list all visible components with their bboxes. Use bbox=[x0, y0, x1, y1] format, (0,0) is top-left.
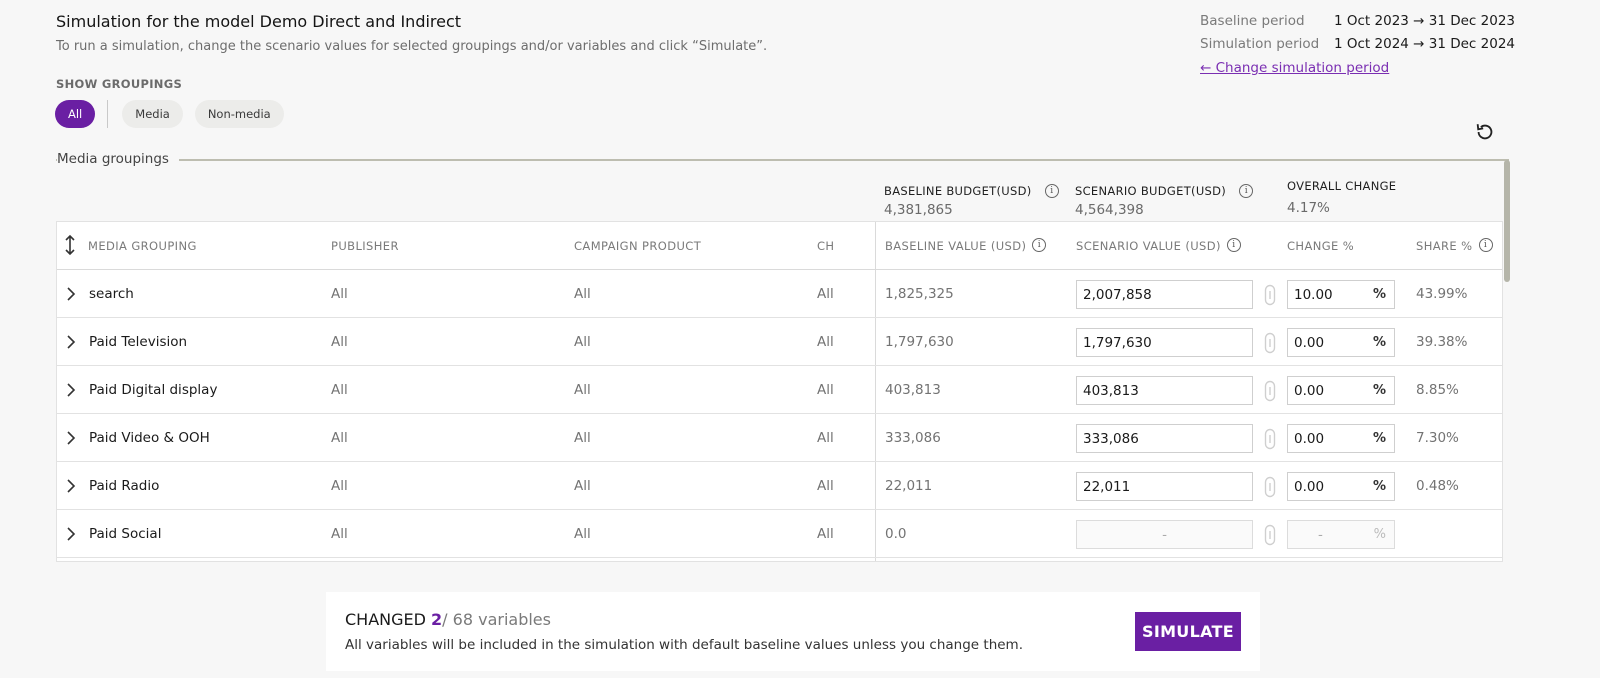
row-ch: All bbox=[817, 286, 834, 302]
footer-note: All variables will be included in the simulation with default baseline values unless you change them. bbox=[345, 637, 1023, 653]
table-header bbox=[57, 222, 1502, 270]
row-ch: All bbox=[817, 430, 834, 446]
change-pct-value: 0.00 bbox=[1294, 479, 1325, 495]
scenario-value-input: - bbox=[1076, 520, 1253, 549]
row-share-pct: 7.30% bbox=[1416, 430, 1459, 446]
table-row bbox=[57, 510, 1502, 558]
percent-symbol: % bbox=[1372, 479, 1386, 494]
link-icon[interactable] bbox=[1264, 284, 1276, 306]
row-campaign-product: All bbox=[574, 286, 591, 302]
change-pct-input[interactable] bbox=[1287, 376, 1395, 405]
section-divider bbox=[56, 159, 1509, 161]
baseline-budget-summary bbox=[884, 180, 1059, 199]
info-icon[interactable]: i bbox=[1032, 238, 1046, 252]
row-baseline-value: 403,813 bbox=[885, 382, 941, 398]
row-campaign-product: All bbox=[574, 478, 591, 494]
row-share-pct: 0.48% bbox=[1416, 478, 1459, 494]
info-icon[interactable]: i bbox=[1045, 184, 1059, 198]
scenario-budget-value: 4,564,398 bbox=[1075, 202, 1144, 218]
change-pct-value: 0.00 bbox=[1294, 383, 1325, 399]
row-baseline-value: 1,797,630 bbox=[885, 334, 954, 350]
row-media-grouping: search bbox=[89, 286, 134, 302]
change-pct-value: 0.00 bbox=[1294, 335, 1325, 351]
table-row bbox=[57, 318, 1502, 366]
table-row bbox=[57, 462, 1502, 510]
percent-symbol: % bbox=[1373, 527, 1386, 542]
changed-total: / 68 variables bbox=[442, 610, 551, 629]
overall-change-value: 4.17% bbox=[1287, 200, 1330, 216]
row-share-pct: 43.99% bbox=[1416, 286, 1468, 302]
row-baseline-value: 1,825,325 bbox=[885, 286, 954, 302]
changed-count: 2 bbox=[431, 610, 443, 629]
info-icon[interactable]: i bbox=[1227, 238, 1241, 252]
page-title: Simulation for the model Demo Direct and Indirect bbox=[56, 12, 462, 31]
chevron-right-icon[interactable] bbox=[63, 382, 79, 398]
header-share-pct bbox=[1416, 239, 1493, 253]
scenario-budget-label: SCENARIO BUDGET bbox=[1075, 184, 1192, 198]
row-publisher: All bbox=[331, 382, 348, 398]
scrollbar-thumb[interactable] bbox=[1504, 160, 1510, 282]
info-icon[interactable]: i bbox=[1479, 238, 1493, 252]
row-media-grouping: Paid Social bbox=[89, 526, 162, 542]
row-campaign-product: All bbox=[574, 430, 591, 446]
chip-divider bbox=[107, 100, 108, 128]
baseline-budget-unit: (USD) bbox=[996, 184, 1032, 198]
scenario-value-input[interactable]: 22,011 bbox=[1076, 472, 1253, 501]
header-ch[interactable]: CH bbox=[817, 239, 835, 253]
row-publisher: All bbox=[331, 334, 348, 350]
row-media-grouping: Paid Television bbox=[89, 334, 188, 350]
header-publisher[interactable]: PUBLISHER bbox=[331, 239, 399, 253]
header-scenario-value-text: SCENARIO VALUE (USD) bbox=[1076, 239, 1221, 253]
chevron-right-icon[interactable] bbox=[63, 526, 79, 542]
row-baseline-value: 333,086 bbox=[885, 430, 941, 446]
media-groupings-table bbox=[56, 221, 1503, 562]
link-icon[interactable] bbox=[1264, 428, 1276, 450]
show-groupings-label: SHOW GROUPINGS bbox=[56, 77, 183, 91]
header-change-pct[interactable]: CHANGE % bbox=[1287, 239, 1355, 253]
change-pct-input[interactable] bbox=[1287, 328, 1395, 357]
link-icon[interactable] bbox=[1264, 332, 1276, 354]
change-pct-input[interactable] bbox=[1287, 280, 1395, 309]
percent-symbol: % bbox=[1372, 335, 1386, 350]
simulation-period-label: Simulation period bbox=[1200, 36, 1320, 52]
link-icon[interactable] bbox=[1264, 524, 1276, 546]
changed-label: CHANGED bbox=[345, 610, 432, 629]
page-subtitle: To run a simulation, change the scenario values for selected groupings and/or variables and click “Simulate”. bbox=[56, 39, 768, 54]
changed-summary bbox=[345, 610, 551, 629]
row-ch: All bbox=[817, 382, 834, 398]
chip-all[interactable]: All bbox=[55, 100, 95, 128]
row-campaign-product: All bbox=[574, 382, 591, 398]
row-share-pct: 8.85% bbox=[1416, 382, 1459, 398]
chevron-right-icon[interactable] bbox=[63, 334, 79, 350]
baseline-budget-label: BASELINE BUDGET bbox=[884, 184, 997, 198]
percent-symbol: % bbox=[1372, 431, 1386, 446]
change-pct-value: 10.00 bbox=[1294, 287, 1333, 303]
row-publisher: All bbox=[331, 286, 348, 302]
link-icon[interactable] bbox=[1264, 380, 1276, 402]
header-campaign-product[interactable]: CAMPAIGN PRODUCT bbox=[574, 239, 702, 253]
chevron-right-icon[interactable] bbox=[63, 286, 79, 302]
section-title: Media groupings bbox=[57, 151, 179, 167]
row-campaign-product: All bbox=[574, 334, 591, 350]
row-publisher: All bbox=[331, 526, 348, 542]
change-pct-value: - bbox=[1318, 527, 1323, 543]
scenario-value-input[interactable]: 403,813 bbox=[1076, 376, 1253, 405]
row-baseline-value: 0.0 bbox=[885, 526, 907, 542]
table-row bbox=[57, 414, 1502, 462]
overall-change-label: OVERALL CHANGE bbox=[1287, 179, 1397, 193]
row-media-grouping: Paid Digital display bbox=[89, 382, 218, 398]
baseline-period-label: Baseline period bbox=[1200, 13, 1305, 29]
chip-media[interactable]: Media bbox=[122, 100, 183, 128]
row-media-grouping: Paid Video & OOH bbox=[89, 430, 210, 446]
baseline-period-value: 1 Oct 2023 → 31 Dec 2023 bbox=[1334, 13, 1516, 29]
chevron-right-icon[interactable] bbox=[63, 430, 79, 446]
simulation-footer bbox=[326, 592, 1260, 671]
header-media-grouping[interactable]: MEDIA GROUPING bbox=[88, 239, 197, 253]
change-pct-value: 0.00 bbox=[1294, 431, 1325, 447]
reset-icon[interactable] bbox=[1474, 121, 1496, 143]
row-publisher: All bbox=[331, 478, 348, 494]
row-ch: All bbox=[817, 334, 834, 350]
row-publisher: All bbox=[331, 430, 348, 446]
scenario-value-input[interactable]: 2,007,858 bbox=[1076, 280, 1253, 309]
change-pct-input bbox=[1287, 520, 1395, 549]
row-campaign-product: All bbox=[574, 526, 591, 542]
row-ch: All bbox=[817, 526, 834, 542]
change-simulation-period-link[interactable]: ← Change simulation period bbox=[1200, 60, 1390, 76]
header-scenario-value bbox=[1076, 239, 1241, 253]
simulation-period-value: 1 Oct 2024 → 31 Dec 2024 bbox=[1334, 36, 1516, 52]
row-ch: All bbox=[817, 478, 834, 494]
header-baseline-value bbox=[885, 239, 1046, 253]
sort-icon[interactable] bbox=[63, 234, 77, 256]
grouping-filter bbox=[55, 100, 296, 128]
header-share-pct-text: SHARE % bbox=[1416, 239, 1473, 253]
simulate-button[interactable]: SIMULATE bbox=[1135, 612, 1241, 651]
baseline-budget-value: 4,381,865 bbox=[884, 202, 953, 218]
row-share-pct: 39.38% bbox=[1416, 334, 1468, 350]
change-pct-input[interactable] bbox=[1287, 472, 1395, 501]
row-baseline-value: 22,011 bbox=[885, 478, 933, 494]
table-row bbox=[57, 366, 1502, 414]
scenario-budget-unit: (USD) bbox=[1191, 184, 1227, 198]
percent-symbol: % bbox=[1372, 287, 1386, 302]
header-baseline-value-text: BASELINE VALUE (USD) bbox=[885, 239, 1027, 253]
scenario-value-input[interactable]: 1,797,630 bbox=[1076, 328, 1253, 357]
link-icon[interactable] bbox=[1264, 476, 1276, 498]
chevron-right-icon[interactable] bbox=[63, 478, 79, 494]
row-media-grouping: Paid Radio bbox=[89, 478, 160, 494]
scenario-budget-summary bbox=[1075, 180, 1253, 199]
chip-non-media[interactable]: Non-media bbox=[195, 100, 284, 128]
scenario-value-input[interactable]: 333,086 bbox=[1076, 424, 1253, 453]
percent-symbol: % bbox=[1372, 383, 1386, 398]
info-icon[interactable]: i bbox=[1239, 184, 1253, 198]
change-pct-input[interactable] bbox=[1287, 424, 1395, 453]
table-row bbox=[57, 270, 1502, 318]
